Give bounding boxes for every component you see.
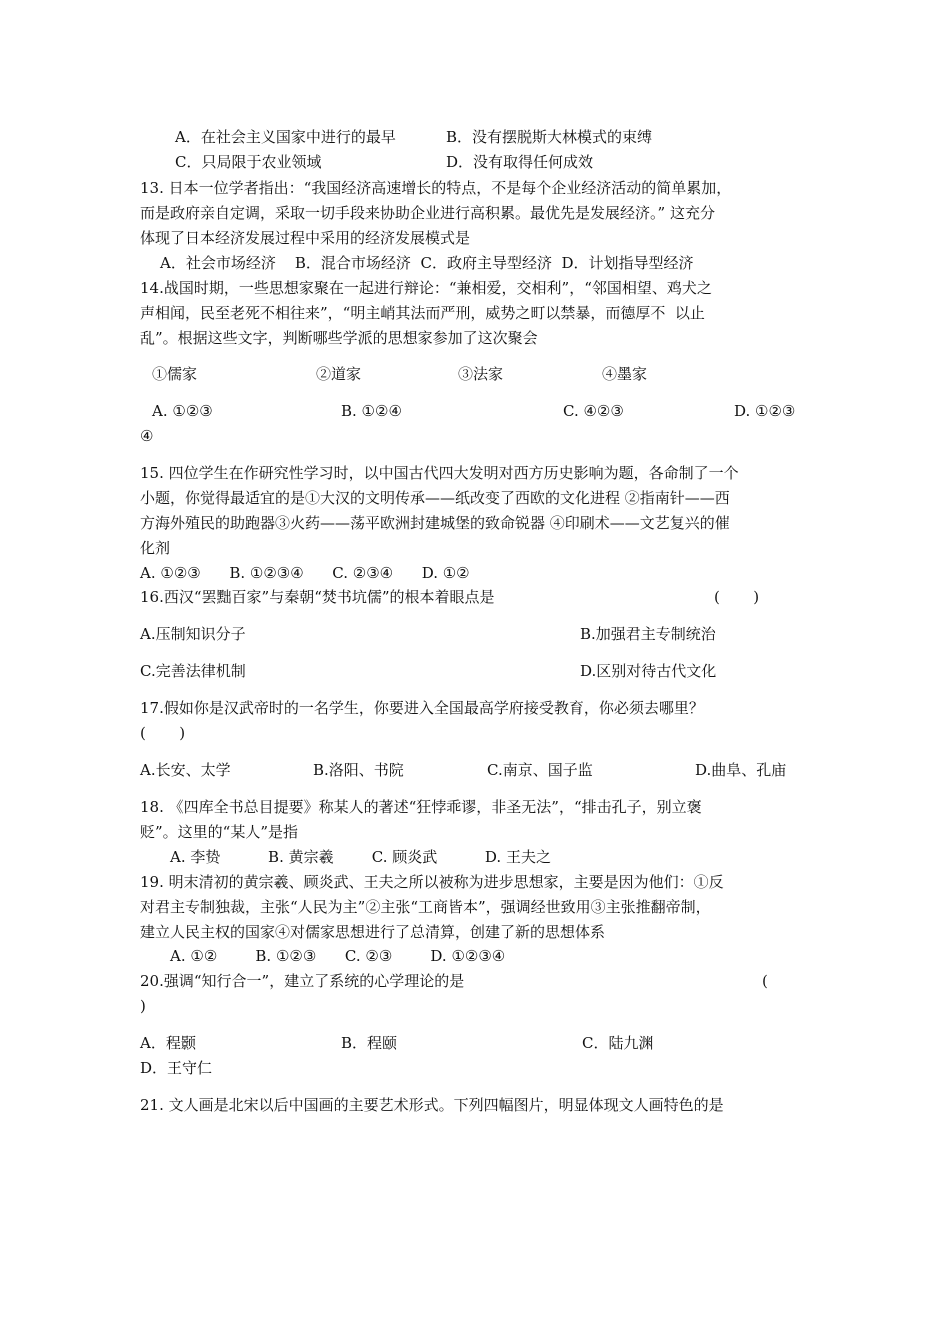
q20-option-b: B．程颐 (341, 1034, 398, 1052)
q20-option-c: C．陆九渊 (582, 1034, 654, 1052)
q14-option-b: B. ①②④ (341, 402, 402, 420)
q17-stem: 17.假如你是汉武帝时的一名学生，你要进入全国最高学府接受教育，你必须去哪里？ (140, 699, 704, 717)
q12-option-c: C．只局限于农业领域 (175, 153, 322, 171)
q18-stem-line1: 18. 《四库全书总目提要》称某人的著述“狂悖乖谬，非圣无法”，“排击孔子，别立褒 (140, 798, 702, 816)
q17-option-c: C.南京、国子监 (487, 761, 593, 779)
q20-answer-paren-open: ( (762, 972, 768, 990)
q12-option-d: D．没有取得任何成效 (446, 153, 594, 171)
q19-stem-line1: 19. 明末清初的黄宗羲、顾炎武、王夫之所以被称为进步思想家，主要是因为他们：①反 (140, 873, 724, 891)
q19-stem-line2: 对君主专制独裁，主张“人民为主”②主张“工商皆本”，强调经世致用③主张推翻帝制， (140, 898, 711, 916)
q14-item-4: ④墨家 (602, 365, 648, 383)
q13-stem-line3: 体现了日本经济发展过程中采用的经济发展模式是 (140, 229, 471, 247)
q18-options: A. 李贽 B. 黄宗羲 C. 顾炎武 D. 王夫之 (170, 848, 551, 866)
q17-option-d: D.曲阜、孔庙 (695, 761, 787, 779)
q19-options: A. ①② B. ①②③ C. ②③ D. ①②③④ (170, 947, 506, 965)
q21-stem: 21. 文人画是北宋以后中国画的主要艺术形式。下列四幅图片，明显体现文人画特色的是 (140, 1096, 724, 1114)
q16-answer-paren: ( ) (714, 588, 760, 606)
q17-answer-paren: ( ) (140, 724, 186, 742)
q20-option-a: A．程颢 (140, 1034, 196, 1052)
q13-stem-line2: 而是政府亲自定调，采取一切手段来协助企业进行高积累。最优先是发展经济。” 这充分 (140, 204, 715, 222)
q20-answer-paren-close: ) (140, 997, 146, 1015)
q15-stem-line1: 15. 四位学生在作研究性学习时，以中国古代四大发明对西方历史影响为题，各命制了一个 (140, 464, 739, 482)
q18-stem-line2: 贬”。这里的“某人”是指 (140, 823, 299, 841)
q17-option-b: B.洛阳、书院 (313, 761, 404, 779)
q15-stem-line2: 小题，你觉得最适宜的是①大汉的文明传承——纸改变了西欧的文化进程 ②指南针——西 (140, 489, 730, 507)
q13-options: A．社会市场经济 B．混合市场经济 C．政府主导型经济 D．计划指导型经济 (160, 254, 694, 272)
q14-stem-line3: 乱”。根据这些文字，判断哪些学派的思想家参加了这次聚会 (140, 329, 538, 347)
q15-stem-line4: 化剂 (140, 539, 171, 557)
q14-item-2: ②道家 (316, 365, 362, 383)
q16-option-d: D.区别对待古代文化 (580, 662, 717, 680)
q16-option-c: C.完善法律机制 (140, 662, 246, 680)
q12-option-b: B．没有摆脱斯大林模式的束缚 (446, 128, 653, 146)
q19-stem-line3: 建立人民主权的国家④对儒家思想进行了总清算，创建了新的思想体系 (140, 923, 606, 941)
q13-stem-line1: 13. 日本一位学者指出：“我国经济高速增长的特点，不是每个企业经济活动的简单累加， (140, 179, 732, 197)
q14-option-d: D. ①②③ (734, 402, 796, 420)
q16-option-b: B.加强君主专制统治 (580, 625, 716, 643)
q14-option-c: C. ④②③ (563, 402, 624, 420)
q12-option-a: A．在社会主义国家中进行的最早 (175, 128, 396, 146)
q14-option-a: A. ①②③ (152, 402, 213, 420)
q17-option-a: A.长安、太学 (140, 761, 231, 779)
q16-option-a: A.压制知识分子 (140, 625, 246, 643)
q14-option-d-wrap: ④ (140, 427, 154, 445)
q14-stem-line1: 14.战国时期，一些思想家聚在一起进行辩论：“兼相爱，交相利”，“邻国相望、鸡犬之 (140, 279, 712, 297)
q15-options: A. ①②③ B. ①②③④ C. ②③④ D. ①② (140, 564, 470, 582)
q14-item-1: ①儒家 (152, 365, 198, 383)
q14-stem-line2: 声相闻，民至老死不相往来”，“明主峭其法而严刑，威势之町以禁暴，而德厚不 以止 (140, 304, 705, 322)
q20-option-d: D．王守仁 (140, 1059, 213, 1077)
q20-stem: 20.强调“知行合一”，建立了系统的心学理论的是 (140, 972, 465, 990)
q14-item-3: ③法家 (458, 365, 504, 383)
q16-stem: 16.西汉“罢黜百家”与秦朝“焚书坑儒”的根本着眼点是 (140, 588, 495, 606)
q15-stem-line3: 方海外殖民的助跑器③火药——荡平欧洲封建城堡的致命锐器 ④印刷术——文艺复兴的催 (140, 514, 730, 532)
